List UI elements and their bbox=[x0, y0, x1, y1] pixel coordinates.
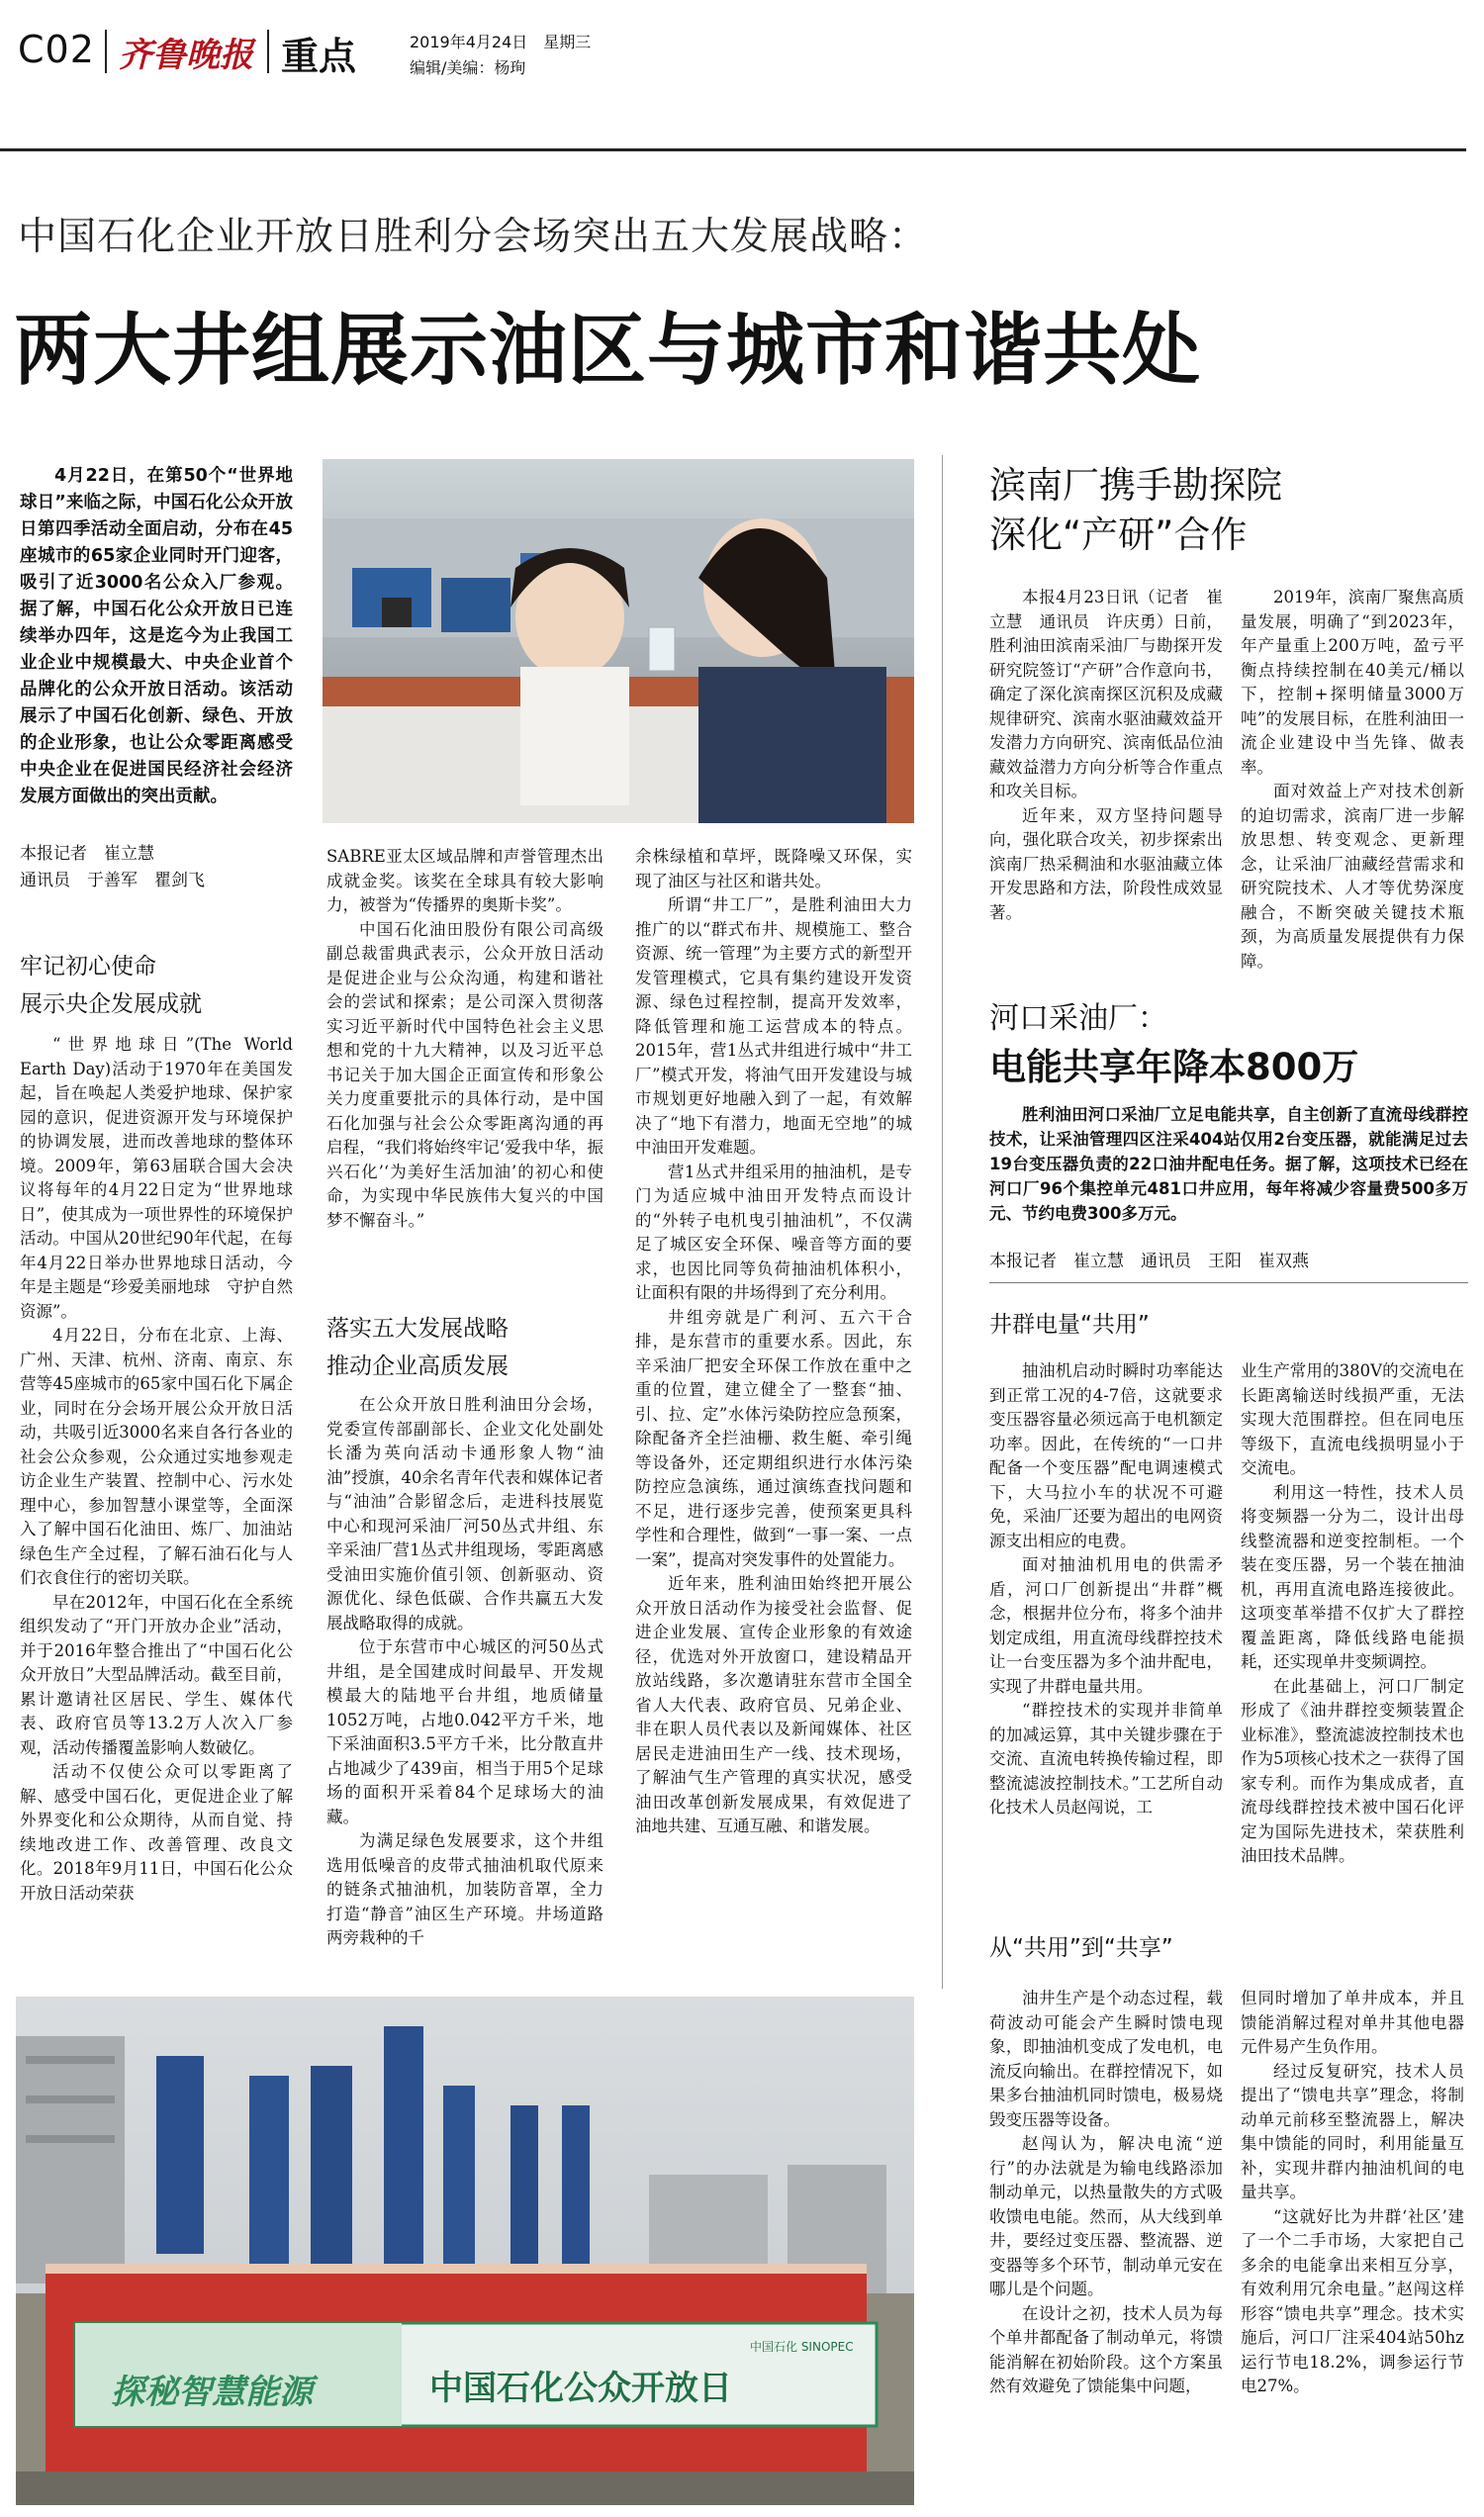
lead-text bbox=[20, 463, 293, 810]
paragraph: SABRE亚太区域品牌和声誉管理杰出成就金奖。该奖在全球具有较大影响力，被誉为“传播界的奥斯卡奖”。 bbox=[326, 847, 603, 914]
right-mid-lead bbox=[989, 1102, 1468, 1226]
subhead-line1: 牢记初心使命 bbox=[20, 954, 156, 979]
paragraph: 业生产常用的380V的交流电在长距离输送时线损严重，无法实现大范围群控。但在同电压等级下，直流电线损明显小于交流电。 bbox=[1241, 1361, 1464, 1477]
col2-subhead bbox=[326, 1310, 613, 1385]
paragraph: 位于东营市中心城区的河50丛式井组，是全国建成时间最早、开发规模最大的陆地平台井组，地质储量1052万吨，占地0.042平方千米，地下采油面积3.5平方千米，比分散直井占地减少了439亩，相当于用5个足球场的面积开采着84个足球场大的油藏。 bbox=[326, 1637, 603, 1826]
column-separator bbox=[942, 455, 943, 1989]
paragraph: 井组旁就是广利河、五六干合排，是东营市的重要水系。因此，东辛采油厂把安全环保工作放在重中之重的位置，建立健全了一整套“抽、引、拉、定”水体污染防控应急预案，除配备齐全拦油栅、救生艇、牵引绳等设备外，还定期组织进行水体污染防控应急演练，通过演练查找问题和不足，进行逐步完善，使预案更具科学性和合理性，做到“一事一案、一点一案”，提高对突发事件的处置能力。 bbox=[635, 1307, 912, 1569]
paragraph: 利用这一特性，技术人员将变频器一分为二，设计出母线整流器和逆变控制柜。一个装在变压器，另一个装在抽油机，再用直流电路连接彼此。这项变革举措不仅扩大了群控覆盖距离，降低线路电能损耗，还实现单井变频调控。 bbox=[1241, 1482, 1464, 1671]
paragraph: 油井生产是个动态过程，载荷波动可能会产生瞬时馈电现象，即抽油机变成了发电机，电流反向输出。在群控情况下，如果多台抽油机同时馈电，极易烧毁变压器等设备。 bbox=[989, 1989, 1223, 2129]
page-number: C02 bbox=[18, 28, 95, 71]
right-top-col-b bbox=[1241, 586, 1464, 974]
paragraph: 为满足绿色发展要求，这个井组选用低噪音的皮带式抽油机取代原来的链条式抽油机，加装防音罩，全力打造“静音”油区生产环境。井场道路两旁栽种的千 bbox=[326, 1831, 603, 1947]
paragraph: “这就好比为井群‘社区’建了一个二手市场，大家把自己多余的电能拿出来相互分享，有效利用冗余电量。”赵闯这样形容“馈电共享”理念。技术实施后，河口厂注采404站50hz运行节电18.2%，调参运行节电27%。 bbox=[1241, 2206, 1464, 2395]
paragraph: 早在2012年，中国石化在全系统组织发动了“开门开放办企业”活动，并于2016年整合推出了“中国石化公众开放日”大型品牌活动。截至目前，累计邀请社区居民、学生、媒体代表、政府官员等13.2万人次入厂参观，活动传播覆盖影响人数破亿。 bbox=[20, 1592, 293, 1757]
photo-visitors-water-sample bbox=[323, 459, 914, 823]
right-col-a2 bbox=[989, 1987, 1223, 2399]
paragraph: 活动不仅使公众可以零距离了解、感受中国石化，更促进企业了解外界变化和公众期待，从而自觉、持续地改进工作、改善管理、改良文化。2018年9月11日，中国石化公众开放日活动荣获 bbox=[20, 1762, 293, 1903]
lead-paragraph: 胜利油田河口采油厂立足电能共享，自主创新了直流母线群控技术，让采油管理四区注采404站仅用2台变压器，就能满足过去19台变压器负责的22口油井配电任务。据了解，这项技术已经在河口厂96个集控单元481口井应用，每年将减少容量费500多万元、节约电费300多万元。 bbox=[989, 1105, 1468, 1223]
subhead-line1: 落实五大发展战略 bbox=[326, 1316, 509, 1342]
lead-paragraph: 4月22日，在第50个“世界地球日”来临之际，中国石化公众开放日第四季活动全面启动，分布在45座城市的65家企业同时开门迎客，吸引了近3000名公众入厂参观。据了解，中国石化公众开放日已连续举办四年，这是迄今为止我国工业企业中规模最大、中央企业首个品牌化的公众开放日活动。该活动展示了中国石化创新、绿色、开放的企业形象，也让公众零距离感受中央企业在促进国民经济社会经济发展方面做出的突出贡献。 bbox=[20, 466, 293, 806]
visitors-photo-illustration bbox=[323, 459, 914, 823]
section-name: 重点 bbox=[281, 35, 357, 78]
banner-left-text: 探秘智慧能源 bbox=[111, 2373, 313, 2412]
right-subhead-1: 井群电量“共用” bbox=[989, 1312, 1150, 1338]
subhead-line2: 展示央企发展成就 bbox=[20, 991, 202, 1017]
paragraph: 赵闯认为，解决电流“逆行”的办法就是为输电线路添加制动单元，以热量散失的方式吸收馈电电能。然而，从大线到单井，要经过变压器、整流器、逆变器等多个环节，制动单元安在哪儿是个问题。 bbox=[989, 2134, 1223, 2298]
right-top-col-a bbox=[989, 586, 1223, 925]
paragraph: 2019年，滨南厂聚焦高质量发展，明确了“到2023年，年产量重上200万吨，盈亏平衡点持续控制在40美元/桶以下，控制+探明储量3000万吨”的发展目标，在胜利油田一流企业建设中当先锋、做表率。 bbox=[1241, 588, 1464, 777]
paragraph: 抽油机启动时瞬时功率能达到正常工况的4-7倍，这就要求变压器容量必须远高于电机额定功率。因此，在传统的“一口井配备一个变压器”配电调速模式下，大马拉小车的状况不可避免，采油厂还要为超出的电网资源支出相应的电费。 bbox=[989, 1361, 1223, 1550]
group-photo-illustration bbox=[16, 1997, 914, 2505]
headline: 两大井组展示油区与城市和谐共处 bbox=[14, 305, 1201, 396]
paper-logo: 齐鲁晚报 bbox=[119, 36, 253, 75]
title-line2: 深化“产研”合作 bbox=[989, 513, 1248, 556]
paragraph: “群控技术的实现并非简单的加减运算，其中关键步骤在于交流、直流电转换传输过程，即整流滤波控制技术。”工艺所自动化技术人员赵闯说，工 bbox=[989, 1701, 1223, 1817]
paragraph: 近年来，胜利油田始终把开展公众开放日活动作为接受社会监督、促进企业发展、宣传企业形象的有效途径，优选对外开放窗口，建设精品开放站线路，多次邀请驻东营市全国全省人大代表、政府官员、兄弟企业、非在职人员代表以及新闻媒体、社区居民走进油田生产一线、技术现场，了解油气生产管理的真实状况，感受油田改革创新发展成果，有效促进了油地共建、互通互融、和谐发展。 bbox=[635, 1574, 912, 1835]
byline-correspondents: 通讯员 于善军 瞿剑飞 bbox=[20, 871, 205, 890]
banner-right-text: 中国石化公众开放日 bbox=[429, 2369, 732, 2408]
masthead-rule bbox=[0, 148, 1466, 151]
paragraph: 经过反复研究，技术人员提出了“馈电共享”理念，将制动单元前移至整流器上，解决集中馈能的同时，利用能量互补，实现井群内抽油机间的电量共享。 bbox=[1241, 2061, 1464, 2201]
col2-body-top bbox=[326, 845, 603, 1233]
col3-body bbox=[635, 845, 912, 1839]
right-mid-byline: 本报记者 崔立慧 通讯员 王阳 崔双燕 bbox=[989, 1252, 1309, 1271]
right-subhead-2: 从“共用”到“共享” bbox=[989, 1935, 1173, 1961]
banner-brand: 中国石化 SINOPEC bbox=[750, 2340, 854, 2354]
title-line1: 滨南厂携手勘探院 bbox=[989, 464, 1282, 507]
paragraph: 在此基础上，河口厂制定形成了《油井群控变频装置企业标准》，整流滤波控制技术也作为5项核心技术之一获得了国家专利。而作为集成成者，直流母线群控技术被中国石化评定为国际先进技术，荣获胜利油田技术品牌。 bbox=[1241, 1676, 1464, 1865]
date-line: 2019年4月24日 星期三 bbox=[410, 33, 592, 51]
paragraph: 面对抽油机用电的供需矛盾，河口厂创新提出“井群”概念，根据井位分布，将多个油井划定成组，用直流母线群控技术让一台变压器为多个油井配电，实现了井群电量共用。 bbox=[989, 1555, 1223, 1696]
paragraph: 中国石化油田股份有限公司高级副总裁雷典武表示，公众开放日活动是促进企业与公众沟通，构建和谐社会的尝试和探索；是公司深入贯彻落实习近平新时代中国特色社会主义思想和党的十九大精神，以及习近平总书记关于加大国企正面宣传和形象公关力度重要批示的具体行动，是中国石化加强与社会公众零距离沟通的再启程，“我们将始终牢记‘爱我中华，振兴石化’‘为美好生活加油’的初心和使命，为实现中华民族伟大复兴的中国梦不懈奋斗。” bbox=[326, 919, 603, 1230]
editor-line: 编辑/美编：杨珣 bbox=[410, 58, 526, 77]
paragraph: 所谓“井工厂”，是胜利油田大力推广的以“群式布井、规模施工、整合资源、统一管理”为主要方式的新型开发管理模式，它具有集约建设开发资源、绿色过程控制，提高开发效率，降低管理和施工运营成本的特点。2015年，营1丛式井组进行城中“井工厂”模式开发，将油气田开发建设与城市规划更好地融入到了一起，有效解决了“地下有潜力，地面无空地”的城中油田开发难题。 bbox=[635, 895, 912, 1157]
subhead-line2: 推动企业高质发展 bbox=[326, 1353, 509, 1379]
byline-reporter: 本报记者 崔立慧 bbox=[20, 844, 154, 864]
paragraph: 4月22日，分布在北京、上海、广州、天津、杭州、济南、南京、东营等45座城市的65家中国石化下属企业，同时在分会场开展公众开放日活动，共吸引近3000名来自各行各业的社会公众参观，公众通过实地参观走访企业生产装置、控制中心、污水处理中心，参加智慧小课堂等，全面深入了解中国石化油田、炼厂、加油站绿色生产全过程，了解石油石化与人们衣食住行的密切关联。 bbox=[20, 1326, 293, 1587]
col2-body-bottom bbox=[326, 1393, 603, 1951]
paragraph: 在设计之初，技术人员为每个单井都配备了制动单元，将馈能消解在初始阶段。这个方案虽然有效避免了馈能集中问题， bbox=[989, 2303, 1223, 2395]
byline-rule bbox=[989, 1282, 1468, 1283]
paragraph: 面对效益上产对技术创新的迫切需求，滨南厂进一步解放思想、转变观念、更新理念，让采油厂油藏经营需求和研究院技术、人才等优势深度融合，不断突破关键技术瓶颈，为高质量发展提供有力保障。 bbox=[1241, 782, 1464, 971]
paragraph: “世界地球日”(The World Earth Day)活动于1970年在美国发起，旨在唤起人类爱护地球、保护家园的意识，促进资源开发与环境保护的协调发展，进而改善地球的整体环境。2009年，第63届联合国大会决议将每年的4月22日定为“世界地球日”，使其成为一项世界性的环境保护活动。中国从20世纪90年代起，在每年4月22日举办世界地球日活动，今年是主题是“珍爱美丽地球 守护自然资源”。 bbox=[20, 1035, 293, 1321]
paragraph: 营1丛式井组采用的抽油机，是专门为适应城中油田开发特点而设计的“外转子电机曳引抽油机”，不仅满足了城区安全环保、噪音等方面的要求，也因比同等负荷抽油机体积小，让面积有限的井场得到了充分利用。 bbox=[635, 1162, 912, 1302]
right-col-b2 bbox=[1241, 1987, 1464, 2399]
right-col-a1 bbox=[989, 1359, 1223, 1820]
right-mid-title: 电能共享年降本800万 bbox=[989, 1046, 1359, 1088]
paragraph: 近年来，双方坚持问题导向，强化联合攻关，初步探索出滨南厂热采稠油和水驱油藏立体开发思路和方法，阶段性成效显著。 bbox=[989, 805, 1223, 922]
paragraph: 余株绿植和草坪，既降噪又环保，实现了油区与社区和谐共处。 bbox=[635, 847, 912, 890]
lead-byline bbox=[20, 841, 317, 894]
masthead bbox=[0, 0, 1484, 158]
kicker: 中国石化企业开放日胜利分会场突出五大发展战略： bbox=[18, 215, 929, 259]
paragraph: 在公众开放日胜利油田分会场，党委宣传部副部长、企业文化处副处长潘为英向活动卡通形象人物“油油”授旗，40余名青年代表和媒体记者与“油油”合影留念后，走进科技展览中心和现河采油厂河50丛式井组、东辛采油厂营1丛式井组现场，零距离感受油田实施价值引领、创新驱动、资源优化、绿色低碳、合作共赢五大发展战略取得的成就。 bbox=[326, 1395, 603, 1632]
right-col-b1 bbox=[1241, 1359, 1464, 1869]
col1-subhead bbox=[20, 948, 317, 1023]
col1-body bbox=[20, 1033, 293, 1906]
masthead-divider bbox=[105, 30, 107, 73]
photo-group-banner bbox=[16, 1997, 914, 2505]
paragraph: 但同时增加了单井成本，并且馈能消解过程对单井其他电器元件易产生负作用。 bbox=[1241, 1989, 1464, 2056]
paragraph: 本报4月23日讯（记者 崔立慧 通讯员 许庆勇）日前，胜利油田滨南采油厂与勘探开发研究院签订“产研”合作意向书，确定了深化滨南探区沉积及成藏规律研究、滨南水驱油藏效益开发潜力方向研究、滨南低品位油藏效益潜力方向分析等合作重点和攻关目标。 bbox=[989, 588, 1223, 800]
right-top-title bbox=[989, 461, 1464, 560]
right-mid-kicker: 河口采油厂： bbox=[989, 1001, 1167, 1036]
masthead-divider bbox=[267, 30, 269, 73]
